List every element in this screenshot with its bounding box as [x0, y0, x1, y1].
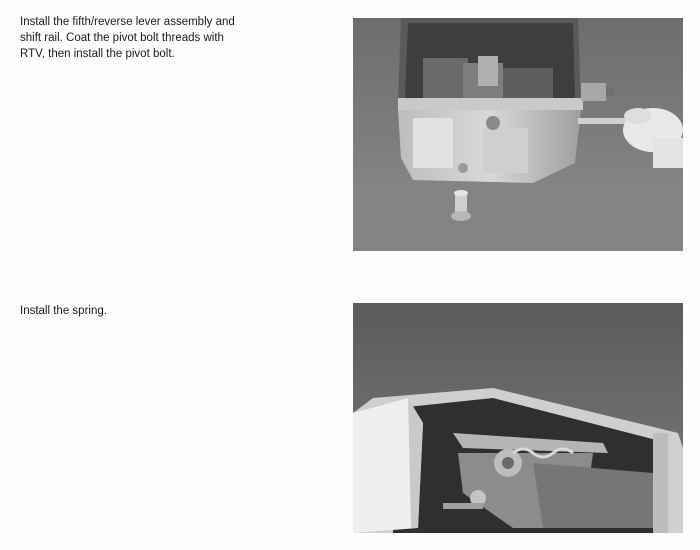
step-2-photo: [353, 303, 683, 533]
transmission-spring-image: [353, 303, 683, 533]
step-1-instruction: Install the fifth/reverse lever assembly and shift rail. Coat the pivot bolt threads with RTV, then install the pivot bolt.: [20, 16, 235, 60]
step-1-photo: [353, 18, 683, 251]
transmission-pivot-bolt-image: [353, 18, 683, 251]
step-2-instruction: Install the spring.: [20, 305, 107, 317]
